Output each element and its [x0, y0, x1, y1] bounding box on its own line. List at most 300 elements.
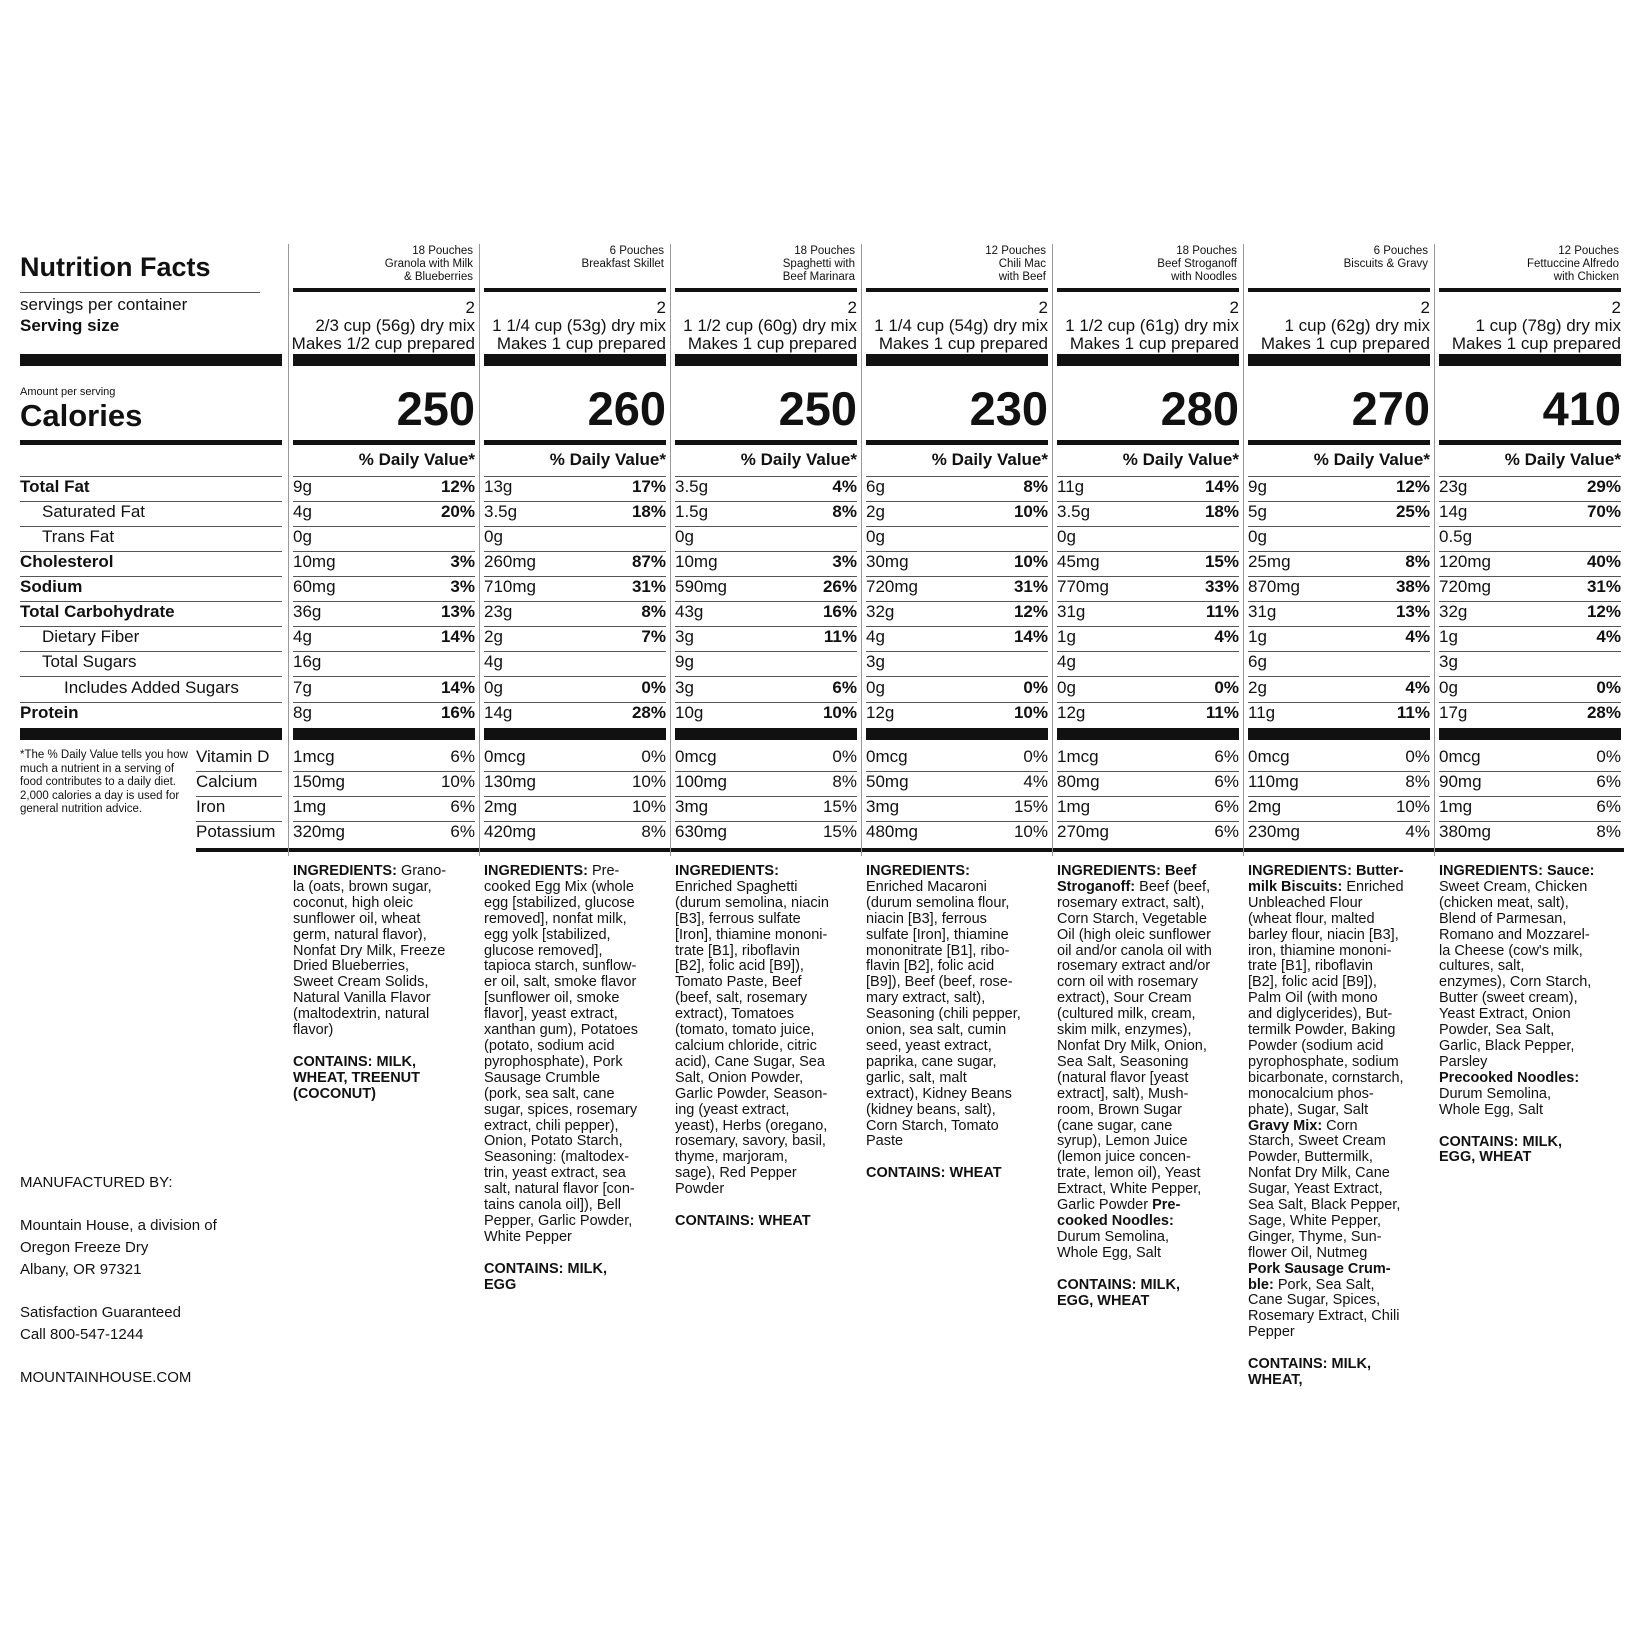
ingredient-line: [1057, 928, 1235, 944]
ingredient-text: extract), Sour Cream: [1057, 990, 1192, 1007]
daily-value-header: % Daily Value*: [1504, 450, 1621, 469]
ingredient-text: (kidney beans, salt),: [866, 1101, 996, 1118]
ingredient-text: [B2], folic acid [B9]),: [675, 958, 804, 975]
nutrient-label: Protein: [20, 703, 79, 722]
vitamin-percent: 6%: [450, 797, 475, 816]
ingredient-text: xanthan gum), Potatoes: [484, 1022, 638, 1039]
ingredient-line: [1057, 880, 1235, 896]
thick-rule: [675, 728, 857, 740]
ingredient-text: iron, thiamine mononi-: [1248, 942, 1392, 959]
ingredient-heading: INGREDIENTS:: [866, 863, 970, 879]
ingredient-line: [866, 1087, 1044, 1103]
ingredient-text: Powder (sodium acid: [1248, 1037, 1384, 1054]
rule: [1248, 796, 1430, 797]
nutrient-amount: 3.5g: [1057, 502, 1091, 521]
nutrient-percent: 8%: [641, 602, 666, 621]
rule: [1248, 501, 1430, 502]
ingredient-text: sulfate [Iron], thiamine: [866, 926, 1009, 943]
ingredient-line: [1057, 864, 1235, 880]
ingredient-line: [484, 944, 662, 960]
nutrient-amount: 13g: [484, 477, 513, 496]
column-separator: [1434, 244, 1435, 856]
product-name: Beef Marinara: [782, 271, 855, 283]
allergen-line: CONTAINS: MILK,: [293, 1053, 416, 1070]
medium-rule: [20, 440, 282, 445]
ingredient-text: Sweet Cream Solids,: [293, 974, 429, 991]
nutrient-amount: 3g: [866, 652, 885, 671]
ingredient-line: [675, 1039, 853, 1055]
ingredient-line: [675, 880, 853, 896]
nutrient-percent: 14%: [1204, 477, 1239, 496]
ingredient-line: [1248, 928, 1426, 944]
vitamin-percent: 0%: [1405, 747, 1430, 766]
vitamin-percent: 6%: [1214, 797, 1239, 816]
pouch-count: 18 Pouches: [794, 245, 855, 257]
ingredient-text: phate), Sugar, Salt: [1248, 1101, 1369, 1118]
ingredient-line: [293, 880, 471, 896]
ingredient-line: [866, 959, 1044, 975]
ingredient-text: la (oats, brown sugar,: [293, 878, 432, 895]
ingredient-text: (durum semolina flour,: [866, 894, 1010, 911]
ingredient-text: Durum Semolina,: [1057, 1228, 1170, 1245]
nutrient-percent: 40%: [1586, 552, 1621, 571]
rule: [293, 526, 475, 527]
nutrient-label: Includes Added Sugars: [64, 678, 239, 697]
rule: [293, 771, 475, 772]
ingredient-text: oil and/or canola oil with: [1057, 942, 1212, 959]
ingredient-text: Sea Salt, Seasoning: [1057, 1053, 1189, 1070]
nutrient-amount: 9g: [675, 652, 694, 671]
ingredients-text: [1439, 864, 1617, 1166]
product-name: with Chicken: [1553, 271, 1619, 283]
vitamin-percent: 10%: [631, 772, 666, 791]
rule: [1057, 551, 1239, 552]
allergen-statement: [1057, 1278, 1235, 1310]
ingredient-line: [293, 1023, 471, 1039]
product-column: [1057, 244, 1239, 856]
nutrient-amount: 45mg: [1057, 552, 1100, 571]
ingredient-line: [1248, 1246, 1426, 1262]
nutrient-percent: 7%: [641, 627, 666, 646]
ingredient-line: [1248, 944, 1426, 960]
nutrient-amount: 4g: [1057, 652, 1076, 671]
nutrient-amount: 0g: [484, 678, 503, 697]
vitamin-amount: 0mcg: [866, 747, 908, 766]
thick-rule: [484, 728, 666, 740]
ingredient-line: [866, 1039, 1044, 1055]
ingredient-line: [675, 1087, 853, 1103]
nutrient-percent: 0%: [1596, 678, 1621, 697]
ingredient-text: (wheat flour, malted: [1248, 910, 1375, 927]
rule: [1057, 676, 1239, 677]
ingredient-line: [1248, 1007, 1426, 1023]
prepared-size: Makes 1 cup prepared: [1451, 334, 1621, 353]
ingredient-line: [1439, 912, 1617, 928]
ingredient-text: Oil (high oleic sunflower: [1057, 926, 1211, 943]
nutrient-percent: 12%: [1013, 602, 1048, 621]
rule: [1248, 676, 1430, 677]
ingredient-text: Corn Starch, Vegetable: [1057, 910, 1207, 927]
nutrient-percent: 4%: [1214, 627, 1239, 646]
ingredient-line: [484, 1182, 662, 1198]
ingredient-line: [1057, 896, 1235, 912]
pouch-count: 18 Pouches: [1176, 245, 1237, 257]
nutrient-percent: 4%: [832, 477, 857, 496]
pouch-count: 6 Pouches: [1373, 245, 1428, 257]
calories-value: 250: [778, 382, 857, 435]
ingredient-line: [1248, 1293, 1426, 1309]
ingredient-text: sage), Red Pepper: [675, 1165, 797, 1182]
nutrient-amount: 5g: [1248, 502, 1267, 521]
ingredient-text: Romano and Mozzarel-: [1439, 926, 1590, 943]
ingredient-heading: ble:: [1248, 1276, 1278, 1293]
thick-rule: [293, 354, 475, 366]
ingredient-line: [675, 928, 853, 944]
rule: [1057, 702, 1239, 703]
ingredient-text: onion, sea salt, cumin: [866, 1022, 1007, 1039]
allergen-line: CONTAINS: WHEAT: [675, 1213, 811, 1230]
rule: [866, 626, 1048, 627]
nutrient-percent: 13%: [1395, 602, 1430, 621]
nutrient-amount: 9g: [1248, 477, 1267, 496]
allergen-line: CONTAINS: MILK,: [1248, 1356, 1371, 1373]
ingredient-text: egg [stabilized, glucose: [484, 894, 635, 911]
rule: [1439, 576, 1621, 577]
ingredient-line: [1439, 1071, 1617, 1087]
product-name: with Noodles: [1171, 271, 1237, 283]
rule: [675, 702, 857, 703]
product-name: Granola with Milk: [384, 258, 473, 270]
nutrient-percent: 4%: [1405, 678, 1430, 697]
prepared-size: Makes 1/2 cup prepared: [291, 334, 475, 353]
product-name: Chili Mac: [998, 258, 1046, 270]
satisfaction-text: Satisfaction Guaranteed: [20, 1304, 181, 1321]
ingredient-line: [675, 1150, 853, 1166]
rule: [675, 526, 857, 527]
nutrient-amount: 6g: [866, 477, 885, 496]
ingredient-line: [1439, 1103, 1617, 1119]
ingredient-line: [1439, 1055, 1617, 1071]
ingredient-line: [1057, 1198, 1235, 1214]
ingredient-text: Tomato Paste, Beef: [675, 974, 802, 991]
ingredients-text: [1248, 864, 1426, 1389]
nutrient-percent: 17%: [631, 477, 666, 496]
rule: [675, 501, 857, 502]
ingredient-line: [675, 1023, 853, 1039]
nutrient-percent: 12%: [1395, 477, 1430, 496]
daily-value-header: % Daily Value*: [1122, 450, 1239, 469]
nutrient-percent: 26%: [822, 577, 857, 596]
nutrient-percent: 14%: [440, 678, 475, 697]
ingredient-line: [1057, 1103, 1235, 1119]
manufacturer-line: Oregon Freeze Dry: [20, 1239, 149, 1256]
ingredient-line: [1248, 975, 1426, 991]
ingredient-line: [293, 928, 471, 944]
nutrient-amount: 3g: [675, 627, 694, 646]
rule: [1248, 651, 1430, 652]
medium-rule: [1248, 440, 1430, 445]
nutrient-percent: 29%: [1586, 477, 1621, 496]
ingredient-line: [866, 864, 1044, 880]
ingredient-line: [1248, 896, 1426, 912]
nutrient-amount: 0g: [675, 527, 694, 546]
nutrient-amount: 770mg: [1057, 577, 1109, 596]
product-column: [1248, 244, 1430, 856]
rule: [675, 651, 857, 652]
rule: [293, 626, 475, 627]
manufacturer-line: Albany, OR 97321: [20, 1261, 142, 1278]
rule: [484, 576, 666, 577]
rule: [866, 601, 1048, 602]
header-rule: [1439, 288, 1621, 292]
rule: [675, 771, 857, 772]
rule: [1057, 651, 1239, 652]
ingredient-text: Powder, Sea Salt,: [1439, 1022, 1555, 1039]
ingredient-text: garlic, salt, malt: [866, 1069, 967, 1086]
thick-rule: [1057, 354, 1239, 366]
ingredient-text: Salt, Onion Powder,: [675, 1069, 804, 1086]
ingredient-text: Grano-: [400, 863, 447, 879]
ingredient-line: [866, 1134, 1044, 1150]
nutrient-percent: 16%: [822, 602, 857, 621]
ingredient-line: [675, 944, 853, 960]
ingredient-heading: INGREDIENTS: Butter-: [1248, 863, 1404, 879]
rule: [293, 676, 475, 677]
nutrient-amount: 17g: [1439, 703, 1468, 722]
ingredients-text: [484, 864, 662, 1294]
nutrient-percent: 18%: [631, 502, 666, 521]
ingredient-text: Corn: [1326, 1117, 1358, 1134]
nutrient-percent: 10%: [1013, 502, 1048, 521]
rule: [866, 526, 1048, 527]
ingredient-line: [675, 912, 853, 928]
ingredient-text: Starch, Sweet Cream: [1248, 1133, 1386, 1150]
nutrient-percent: 6%: [832, 678, 857, 697]
ingredient-text: extract], salt), Mush-: [1057, 1085, 1189, 1102]
ingredient-line: [866, 1055, 1044, 1071]
nutrient-label: Total Carbohydrate: [20, 602, 175, 621]
medium-rule: [1439, 440, 1621, 445]
vitamin-amount: 380mg: [1439, 822, 1491, 841]
nutrient-amount: 10mg: [293, 552, 336, 571]
vitamin-amount: 0mcg: [1248, 747, 1290, 766]
nutrient-percent: 8%: [1405, 552, 1430, 571]
vitamin-amount: 2mg: [484, 797, 518, 816]
rule: [484, 526, 666, 527]
ingredient-heading: INGREDIENTS:: [484, 863, 592, 879]
ingredient-line: [866, 1007, 1044, 1023]
product-name: with Beef: [998, 271, 1046, 283]
ingredient-line: [675, 1119, 853, 1135]
product-column: [293, 244, 475, 856]
ingredient-text: paprika, cane sugar,: [866, 1053, 997, 1070]
pouch-count: 6 Pouches: [609, 245, 664, 257]
nutrient-percent: 87%: [631, 552, 666, 571]
rule: [1248, 526, 1430, 527]
ingredient-text: coconut, high oleic: [293, 894, 414, 911]
ingredient-text: extract, chili pepper),: [484, 1117, 619, 1134]
vitamin-amount: 320mg: [293, 822, 345, 841]
ingredient-text: skim milk, enzymes),: [1057, 1022, 1192, 1039]
nutrient-amount: 0g: [1057, 678, 1076, 697]
ingredient-text: niacin [B3], ferrous: [866, 910, 987, 927]
nutrient-amount: 31g: [1057, 602, 1086, 621]
medium-rule: [293, 440, 475, 445]
nutrient-amount: 7g: [293, 678, 312, 697]
rule: [1248, 576, 1430, 577]
ingredient-line: [675, 1134, 853, 1150]
nutrient-amount: 0g: [1248, 527, 1267, 546]
ingredient-line: [484, 928, 662, 944]
nutrient-amount: 1g: [1248, 627, 1267, 646]
rule: [1057, 501, 1239, 502]
product-name: Biscuits & Gravy: [1343, 258, 1428, 270]
thick-rule: [866, 354, 1048, 366]
ingredient-line: [484, 1039, 662, 1055]
ingredient-text: glucose removed],: [484, 942, 603, 959]
ingredient-line: [1248, 1150, 1426, 1166]
ingredient-line: [1248, 1134, 1426, 1150]
ingredient-text: Nonfat Dry Milk, Cane: [1248, 1165, 1390, 1182]
ingredient-text: Unbleached Flour: [1248, 894, 1363, 911]
ingredient-text: Durum Semolina,: [1439, 1085, 1552, 1102]
thick-rule: [1248, 728, 1430, 740]
nutrient-percent: 33%: [1204, 577, 1239, 596]
rule: [866, 771, 1048, 772]
nutrient-amount: 32g: [1439, 602, 1468, 621]
column-separator: [288, 244, 289, 856]
ingredient-line: [484, 896, 662, 912]
vitamin-label: Iron: [196, 797, 226, 816]
nutrient-percent: 38%: [1395, 577, 1430, 596]
ingredient-text: Natural Vanilla Flavor: [293, 990, 431, 1007]
ingredient-text: sunflower oil, wheat: [293, 910, 421, 927]
ingredient-line: [484, 864, 662, 880]
servings-per-container: 2: [1038, 298, 1048, 317]
rule: [1439, 601, 1621, 602]
nutrient-amount: 870mg: [1248, 577, 1300, 596]
ingredient-text: Seasoning: (maltodex-: [484, 1149, 630, 1166]
ingredient-text: (tomato, tomato juice,: [675, 1022, 815, 1039]
vitamin-amount: 3mg: [675, 797, 709, 816]
nutrient-amount: 14g: [484, 703, 513, 722]
nutrient-percent: 14%: [440, 627, 475, 646]
ingredient-text: seed, yeast extract,: [866, 1037, 992, 1054]
ingredient-text: Pepper: [1248, 1324, 1295, 1341]
nutrient-label: Total Sugars: [42, 652, 137, 671]
ingredient-line: [1439, 864, 1617, 880]
allergen-line: EGG, WHEAT: [1057, 1292, 1150, 1309]
ingredient-line: [1248, 959, 1426, 975]
ingredient-line: [484, 959, 662, 975]
ingredient-text: bicarbonate, cornstarch,: [1248, 1069, 1404, 1086]
ingredient-text: Garlic Powder, Season-: [675, 1085, 828, 1102]
ingredient-line: [484, 1007, 662, 1023]
rule: [293, 796, 475, 797]
rule: [484, 771, 666, 772]
ingredient-line: [1057, 1007, 1235, 1023]
rule: [1248, 601, 1430, 602]
nutrient-label: Cholesterol: [20, 552, 114, 571]
ingredient-line: [1248, 1309, 1426, 1325]
serving-size: 1 1/2 cup (60g) dry mix: [683, 316, 857, 335]
thick-rule: [1439, 354, 1621, 366]
vitamin-amount: 0mcg: [484, 747, 526, 766]
vitamin-percent: 15%: [822, 797, 857, 816]
serving-size: 1 1/2 cup (61g) dry mix: [1065, 316, 1239, 335]
header-rule: [293, 288, 475, 292]
ingredient-text: Seasoning (chili pepper,: [866, 1006, 1021, 1023]
thick-rule: [675, 354, 857, 366]
rule: [1057, 626, 1239, 627]
vitamin-amount: 110mg: [1248, 772, 1299, 791]
nutrient-amount: 11g: [1248, 703, 1276, 722]
pouch-count: 12 Pouches: [985, 245, 1046, 257]
calories-value: 270: [1351, 382, 1430, 435]
thick-rule: [293, 728, 475, 740]
nutrient-amount: 23g: [484, 602, 513, 621]
nutrient-amount: 1.5g: [675, 502, 709, 521]
ingredient-line: [484, 1214, 662, 1230]
ingredient-heading: cooked Noodles:: [1057, 1212, 1174, 1229]
vitamin-percent: 10%: [1013, 822, 1048, 841]
nutrient-percent: 31%: [631, 577, 666, 596]
daily-value-header: % Daily Value*: [1313, 450, 1430, 469]
nutrient-percent: 18%: [1204, 502, 1239, 521]
vitamin-label: Vitamin D: [196, 747, 270, 766]
ingredient-line: [1248, 1198, 1426, 1214]
vitamin-amount: 90mg: [1439, 772, 1482, 791]
rule: [1248, 551, 1430, 552]
nutrient-amount: 3.5g: [675, 477, 709, 496]
ingredient-text: thyme, marjoram,: [675, 1149, 788, 1166]
ingredient-text: monocalcium phos-: [1248, 1085, 1374, 1102]
ingredient-heading: Pork Sausage Crum-: [1248, 1260, 1391, 1277]
ingredient-text: (natural flavor [yeast: [1057, 1069, 1189, 1086]
nutrient-amount: 3g: [1439, 652, 1458, 671]
ingredient-line: [1248, 1325, 1426, 1341]
nutrient-percent: 14%: [1013, 627, 1048, 646]
ingredient-line: [484, 1055, 662, 1071]
medium-rule: [866, 440, 1048, 445]
product-column: [484, 244, 666, 856]
rule: [1439, 771, 1621, 772]
servings-per-container: 2: [1229, 298, 1239, 317]
ingredient-line: [675, 1007, 853, 1023]
servings-per-container: 2: [847, 298, 857, 317]
ingredient-text: Powder, Buttermilk,: [1248, 1149, 1373, 1166]
vitamin-percent: 6%: [450, 822, 475, 841]
nutrient-amount: 60mg: [293, 577, 336, 596]
ingredient-text: Extract, White Pepper,: [1057, 1181, 1202, 1198]
nutrient-amount: 590mg: [675, 577, 727, 596]
rule: [1057, 796, 1239, 797]
prepared-size: Makes 1 cup prepared: [687, 334, 857, 353]
vitamin-percent: 6%: [1596, 797, 1621, 816]
ingredient-line: [1057, 975, 1235, 991]
rule: [1439, 702, 1621, 703]
vitamin-amount: 150mg: [293, 772, 345, 791]
pouch-count: 18 Pouches: [412, 245, 473, 257]
calories-value: 260: [587, 382, 666, 435]
ingredient-line: [484, 880, 662, 896]
ingredient-line: [1439, 975, 1617, 991]
nutrient-amount: 0g: [293, 527, 312, 546]
nutrient-amount: 32g: [866, 602, 895, 621]
ingredient-line: [1248, 1278, 1426, 1294]
ingredient-line: [293, 991, 471, 1007]
ingredient-text: Blend of Parmesan,: [1439, 910, 1567, 927]
